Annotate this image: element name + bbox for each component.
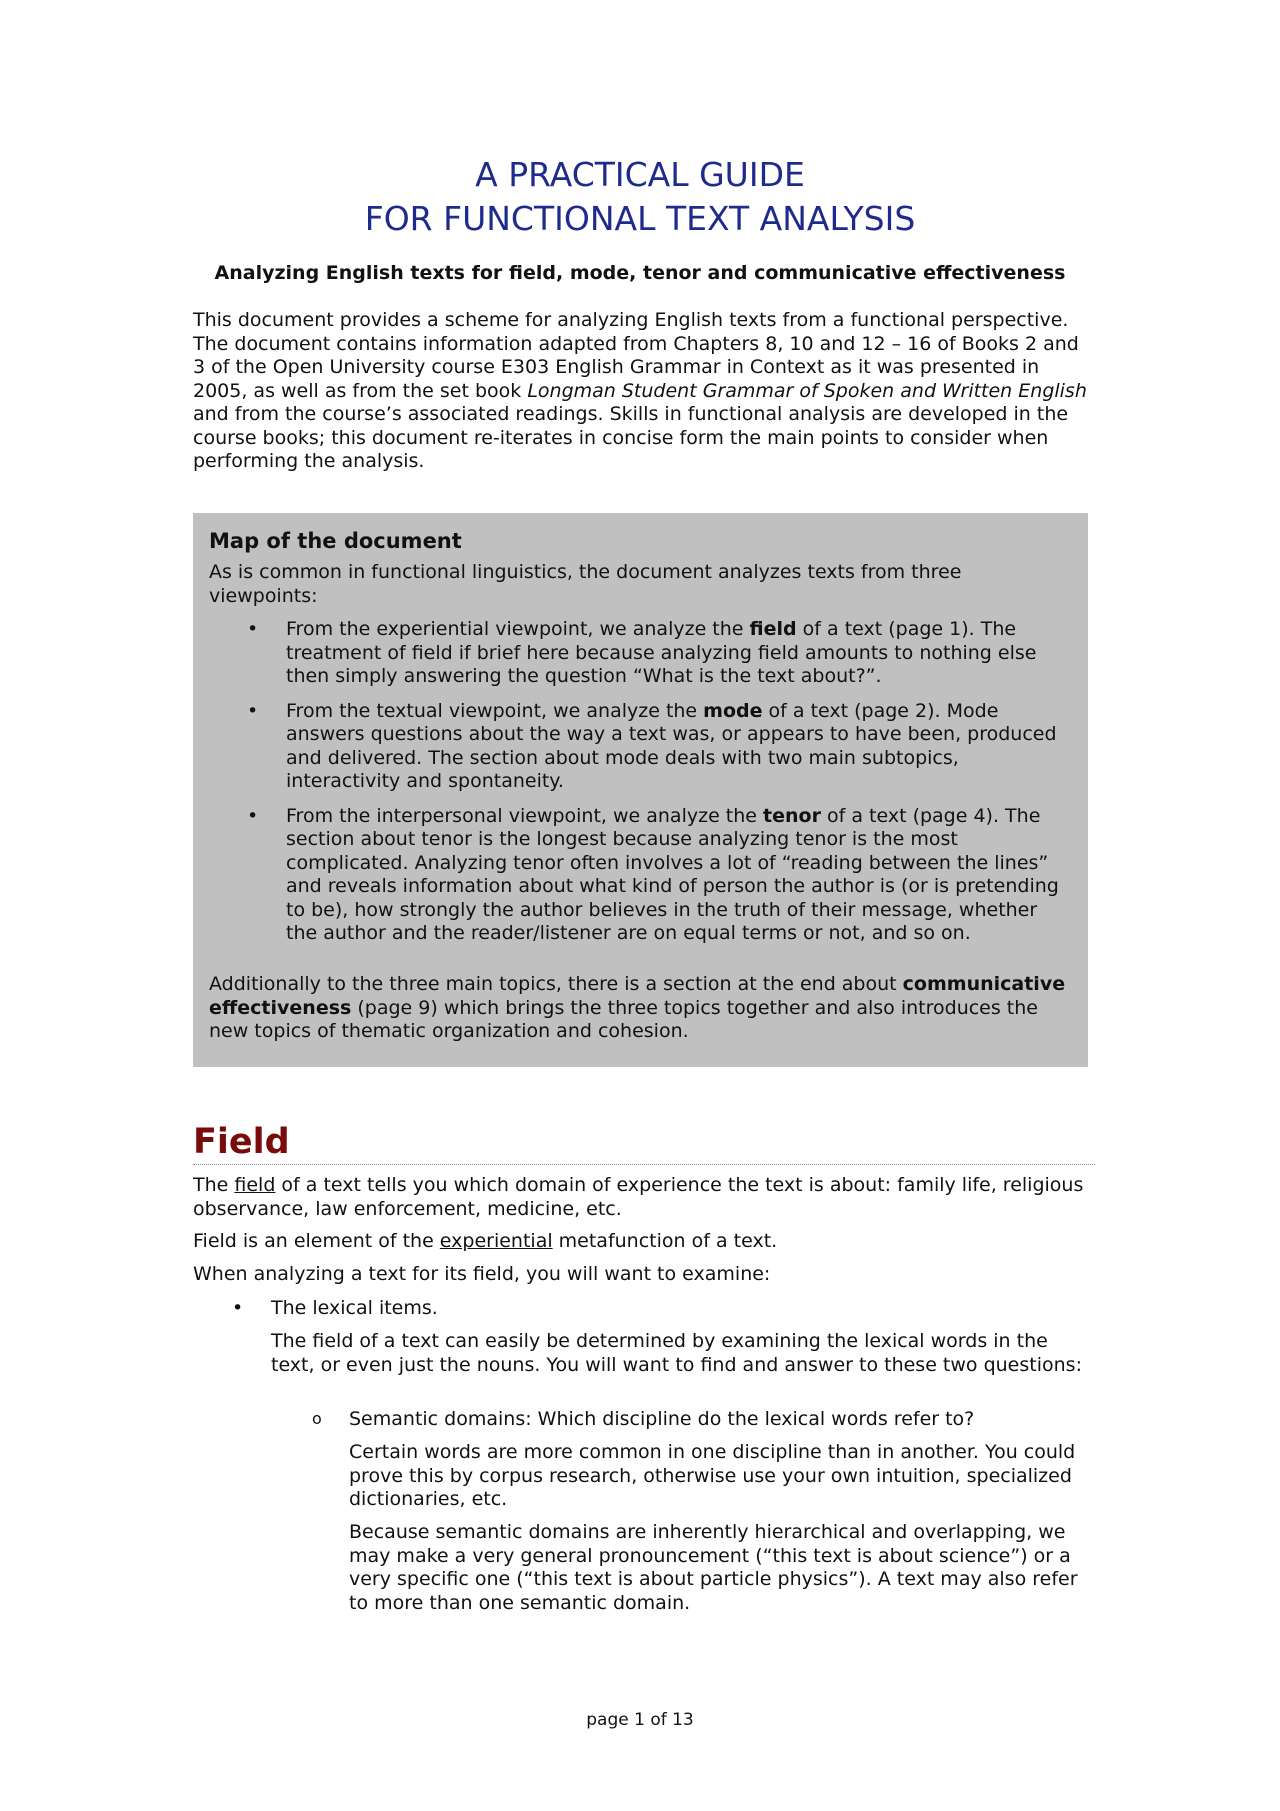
semantic-domains-detail-2: Because semantic domains are inherently hierarchical and overlapping, we may make a very general pronouncement (“this text is about science”) or a very specific one (“this text is about particle physics”). A text may also refer to more than one semantic domain. (349, 1521, 1078, 1614)
field-text: Field is an element of the (193, 1230, 440, 1252)
map-item-text: From the textual viewpoint, we analyze the (286, 699, 704, 722)
field-text: of a text tells you which domain of experience the text is about: family life, religious observance, law enforcement, medicine, etc. (193, 1174, 1084, 1220)
title-line-1: A PRACTICAL GUIDE (475, 155, 805, 194)
map-title: Map of the document (209, 529, 462, 553)
map-outro (209, 973, 1069, 1044)
semantic-domains-detail-1: Certain words are more common in one discipline than in another. You could prove this by corpus research, otherwise use your own intuition, specialized dictionaries, etc. (349, 1441, 1076, 1510)
map-of-document-box (193, 513, 1088, 1067)
map-outro-keyword: communicative effectiveness (209, 973, 1066, 1019)
page-number: page 1 of 13 (586, 1710, 694, 1730)
title-line-2: FOR FUNCTIONAL TEXT ANALYSIS (364, 199, 916, 238)
map-item-keyword: mode (703, 699, 763, 722)
bullet-icon: • (247, 804, 259, 827)
lexical-items-detail: The field of a text can easily be determined by examining the lexical words in the text, or even just the nouns. You will want to find and answer to these two questions: (271, 1330, 1082, 1376)
bullet-icon: • (247, 699, 259, 722)
bullet-lexical-items: The lexical items. (271, 1297, 438, 1319)
term-experiential: experiential (439, 1230, 553, 1252)
field-text: The (193, 1174, 235, 1196)
sub-bullet-semantic-domains: Semantic domains: Which discipline do the lexical words refer to? (349, 1408, 975, 1430)
document-subtitle: Analyzing English texts for field, mode, tenor and communicative effectiveness (214, 262, 1066, 284)
bullet-icon: • (247, 618, 259, 640)
heading-divider (193, 1164, 1095, 1165)
field-paragraph-3: When analyzing a text for its field, you will want to examine: (193, 1263, 771, 1285)
map-item-text: From the interpersonal viewpoint, we analyze the (286, 804, 764, 827)
hollow-bullet-icon: o (312, 1409, 322, 1428)
map-list-item-mode (209, 700, 1069, 794)
field-paragraph-2 (193, 1230, 1093, 1254)
section-heading-field: Field (193, 1122, 290, 1162)
intro-text-1: This document provides a scheme for analyzing English texts from a functional perspective. The document contains information adapted from Chapters 8, 10 and 12 – 16 of Books 2 and 3 of the Open University course E303 English Grammar in Context as it was presented in 2005, as well as from the set book (193, 309, 1079, 402)
map-item-text: of a text (page 2). Mode answers questions about the way a text was, or appears to have been, produced and delivered. The section about mode deals with two main subtopics, interactivity and spontaneity. (286, 699, 1057, 792)
intro-book-title: Longman Student Grammar of Spoken and Written English (527, 379, 1087, 402)
map-item-text: of a text (page 4). The section about tenor is the longest because analyzing tenor is the most complicated. Analyzing tenor often involves a lot of “reading between the lines” and reveals information about what kind of person the author is (or is pretending to be), how strongly the author believes in the truth of their message, whether the author and the reader/listener are on equal terms or not, and so on. (286, 804, 1059, 944)
map-item-keyword: field (749, 618, 797, 640)
map-list (209, 618, 1069, 957)
map-list-item-tenor (209, 805, 1069, 946)
map-item-text: From the experiential viewpoint, we analyze the (286, 618, 750, 640)
intro-text-2: and from the course’s associated readings. Skills in functional analysis are developed in the course books; this document re-iterates in concise form the main points to consider when performing the analysis. (193, 403, 1069, 472)
map-list-item-field (209, 618, 1069, 689)
map-item-text: of a text (page 1). The treatment of field if brief here because analyzing field amounts to nothing else then simply answering the question “What is the text about?”. (286, 618, 1037, 687)
map-intro: As is common in functional linguistics, the document analyzes texts from three viewpoints: (209, 561, 962, 607)
field-text: metafunction of a text. (552, 1230, 778, 1252)
map-item-keyword: tenor (763, 804, 821, 827)
field-paragraph-1 (193, 1174, 1093, 1221)
document-title (0, 153, 1280, 241)
map-outro-text: (page 9) which brings the three topics together and also introduces the new topics of thematic organization and cohesion. (209, 996, 1038, 1042)
intro-paragraph (193, 309, 1093, 474)
bullet-icon: • (232, 1297, 244, 1319)
map-outro-text: Additionally to the three main topics, there is a section at the end about (209, 973, 903, 995)
term-field: field (234, 1174, 276, 1196)
